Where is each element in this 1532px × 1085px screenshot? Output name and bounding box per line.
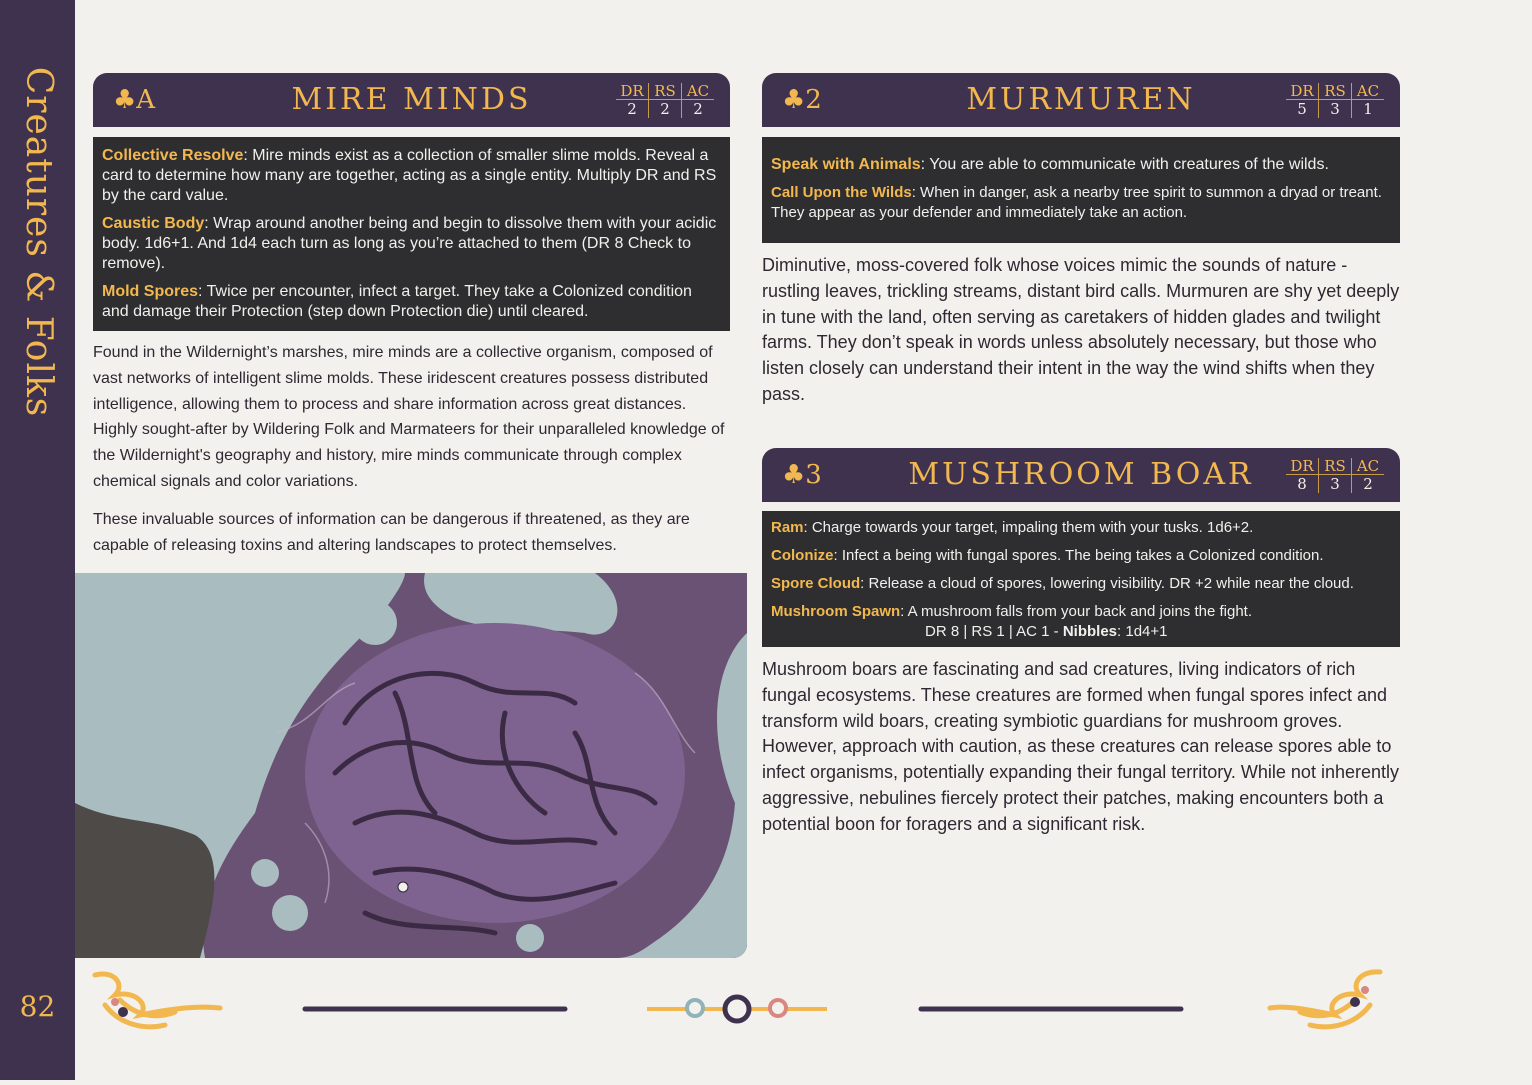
spawn-stats: DR 8 | RS 1 | AC 1 - xyxy=(925,623,1063,640)
ability-text: : Wrap around another being and begin to dissolve them with your acidic body. 1d6+1. And 1d4 each turn as long as you’re attached to them (DR 8 Check to remove). xyxy=(102,215,717,272)
card-suit: ♣3 xyxy=(782,460,822,490)
ability xyxy=(771,183,1391,223)
ability-text: : When in danger, ask a nearby tree spirit to summon a dryad or treant. They appear as your defender and immediately take an action. xyxy=(771,184,1382,221)
stat-block xyxy=(1286,83,1384,118)
ability-name: Collective Resolve xyxy=(102,147,244,164)
ability-name: Call Upon the Wilds xyxy=(771,184,912,201)
description-mire-minds xyxy=(93,340,733,558)
spawn-attack-text: : 1d4+1 xyxy=(1117,623,1168,640)
page-number: 82 xyxy=(19,990,56,1023)
stat-label-dr: DR xyxy=(1286,83,1318,100)
ability-name: Mushroom Spawn xyxy=(771,603,901,620)
ability-name: Colonize xyxy=(771,547,834,564)
ability xyxy=(771,155,1391,175)
stat-value-dr: 8 xyxy=(1297,475,1307,493)
card-title: MUSHROOM BOAR xyxy=(908,457,1254,492)
stat-value-dr: 2 xyxy=(627,100,637,118)
abilities-box-mire-minds xyxy=(93,137,730,331)
stat-value-rs: 3 xyxy=(1330,100,1340,118)
ability xyxy=(771,574,1391,594)
chapter-title: Creatures & Folks xyxy=(18,66,59,418)
spawn-attack-name: Nibbles xyxy=(1062,623,1118,640)
abilities-box-mushroom-boar xyxy=(762,511,1400,647)
ability-name: Mold Spores xyxy=(102,283,199,300)
ability xyxy=(771,602,1391,642)
ability-text: : You are able to communicate with creatures of the wilds. xyxy=(920,156,1329,173)
card-title: MURMUREN xyxy=(966,82,1196,117)
stat-label-rs: RS xyxy=(1319,458,1351,475)
stat-label-ac: AC xyxy=(682,83,714,100)
footer-ornament xyxy=(75,960,1532,1080)
paragraph: These invaluable sources of information can be dangerous if threatened, as they are capable of releasing toxins and altering landscapes to protect themselves. xyxy=(93,510,690,554)
stat-label-ac: AC xyxy=(1352,83,1384,100)
ability-text: : Infect a being with fungal spores. The being takes a Colonized condition. xyxy=(833,547,1324,564)
stat-block xyxy=(1286,458,1384,493)
paragraph: Diminutive, moss-covered folk whose voices mimic the sounds of nature - rustling leaves, trickling streams, distant bird calls. Murmuren are shy yet deeply in tune with the land, often serving as caretakers of hidden glades and twilight farms. They don’t speak in words unless absolutely necessary, but those who listen closely can understand their intent in the way the wind shifts when they pass. xyxy=(762,255,1400,404)
mire-mind-illustration xyxy=(75,573,747,958)
ability xyxy=(771,546,1391,566)
ability xyxy=(102,282,721,322)
paragraph: Mushroom boars are fascinating and sad creatures, living indicators of rich fungal ecosystems. These creatures are formed when fungal spores infect and transform wild boars, creating symbiotic guardians for mushroom groves. However, approach with caution, as these creatures can release spores able to infect organisms, potentially expanding their fungal territory. While not inherently aggressive, nebulines fiercely protect their patches, making encounters both a potential boon for foragers and a significant risk. xyxy=(762,659,1399,834)
stat-value-dr: 5 xyxy=(1297,100,1307,118)
flourish-right-icon xyxy=(1270,972,1380,1027)
ability-name: Speak with Animals xyxy=(771,156,921,173)
ability-name: Spore Cloud xyxy=(771,575,861,592)
stat-label-rs: RS xyxy=(1319,83,1351,100)
ability-name: Ram xyxy=(771,519,804,536)
ability-name: Caustic Body xyxy=(102,215,205,232)
card-header-mire-minds xyxy=(93,73,730,127)
ability-text: : Twice per encounter, infect a target. They take a Colonized condition and damage their Protection (step down Protection die) until cleared. xyxy=(102,283,692,320)
stat-label-dr: DR xyxy=(1286,458,1318,475)
stat-label-dr: DR xyxy=(616,83,648,100)
ability-text: : Charge towards your target, impaling them with your tusks. 1d6+2. xyxy=(803,519,1254,536)
paragraph: Found in the Wildernight’s marshes, mire minds are a collective organism, composed of vast networks of intelligent slime molds. These iridescent creatures possess distributed intelligence, allowing them to process and share information across great distances. Highly sought-after by Wildering Folk and Marmateers for their unparalleled knowledge of the Wildernight's geography and history, mire minds communicate through complex chemical signals and color variations. xyxy=(93,344,725,490)
stat-label-rs: RS xyxy=(649,83,681,100)
description-mushroom-boar xyxy=(762,657,1402,838)
card-header-mushroom-boar xyxy=(762,448,1400,502)
stat-label-ac: AC xyxy=(1352,458,1384,475)
card-title: MIRE MINDS xyxy=(291,82,532,117)
card-header-murmuren xyxy=(762,73,1400,127)
ability xyxy=(102,214,721,274)
spawn-line xyxy=(771,622,1168,642)
card-suit: ♣A xyxy=(113,85,156,115)
abilities-box-murmuren xyxy=(762,137,1400,243)
ability xyxy=(771,518,1391,538)
center-ornament-icon xyxy=(647,997,827,1021)
description-murmuren xyxy=(762,253,1402,408)
stat-value-ac: 2 xyxy=(1363,475,1373,493)
stat-value-rs: 2 xyxy=(660,100,670,118)
stat-value-ac: 1 xyxy=(1363,100,1373,118)
stat-value-rs: 3 xyxy=(1330,475,1340,493)
stat-value-ac: 2 xyxy=(693,100,703,118)
ability-text: : Release a cloud of spores, lowering visibility. DR +2 while near the cloud. xyxy=(860,575,1354,592)
ability-text: : A mushroom falls from your back and joins the fight. xyxy=(900,603,1253,620)
stat-block xyxy=(616,83,714,118)
sidebar xyxy=(0,0,75,1080)
ability xyxy=(102,146,721,206)
card-suit: ♣2 xyxy=(782,85,822,115)
ability-text: : Mire minds exist as a collection of smaller slime molds. Reveal a card to determine how many are together, acting as a single entity. Multiply DR and RS by the card value. xyxy=(102,147,717,204)
